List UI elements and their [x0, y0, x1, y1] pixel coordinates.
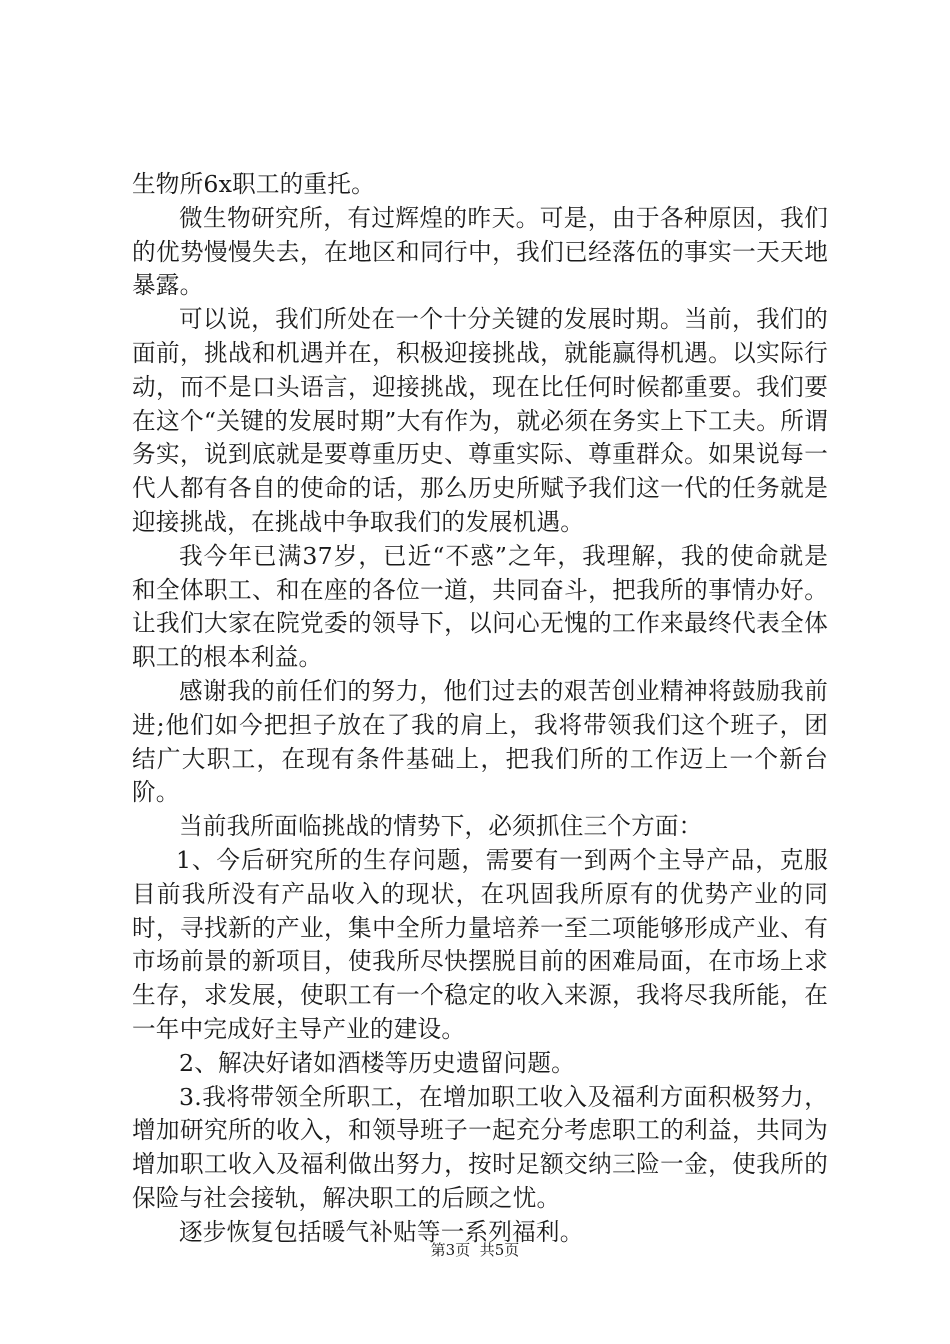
- page-number: 第3页: [430, 1241, 471, 1259]
- paragraph-9: 3.我将带领全所职工，在增加职工收入及福利方面积极努力，增加研究所的收入，和领导班子一起充分考虑职工的利益，共同为增加职工收入及福利做出努力，按时足额交纳三险一金，使我所的保险与社会接轨，解决职工的后顾之忧。: [132, 1082, 828, 1212]
- paragraph-7: 1、今后研究所的生存问题，需要有一到两个主导产品，克服目前我所没有产品收入的现状，在巩固我所原有的优势产业的同时，寻找新的产业，集中全所力量培养一至二项能够形成产业、有市场前景的新项目，使我所尽快摆脱目前的困难局面，在市场上求生存，求发展，使职工有一个稳定的收入来源，我将尽我所能，在一年中完成好主导产业的建设。: [132, 845, 828, 1043]
- paragraph-10: 逐步恢复包括暖气补贴等一系列福利。: [179, 1217, 584, 1246]
- page-footer: [0, 1240, 950, 1260]
- paragraph-5: 感谢我的前任们的努力，他们过去的艰苦创业精神将鼓励我前进;他们如今把担子放在了我的肩上，我将带领我们这个班子，团结广大职工，在现有条件基础上，把我们所的工作迈上一个新台阶。: [132, 676, 828, 807]
- page-total: 共5页: [479, 1241, 520, 1259]
- paragraph-4: 我今年已满37岁，已近“不惑”之年，我理解，我的使命就是和全体职工、和在座的各位一道，共同奋斗，把我所的事情办好。让我们大家在院党委的领导下，以问心无愧的工作来最终代表全体职工的根本利益。: [132, 541, 828, 672]
- paragraph-6: 当前我所面临挑战的情势下，必须抓住三个方面：: [179, 812, 703, 841]
- paragraph-3: 可以说，我们所处在一个十分关键的发展时期。当前，我们的面前，挑战和机遇并在，积极迎接挑战，就能赢得机遇。以实际行动，而不是口头语言，迎接挑战，现在比任何时候都重要。我们要在这个“关键的发展时期”大有作为，就必须在务实上下工夫。所谓务实，说到底就是要尊重历史、尊重实际、尊重群众。如果说每一代人都有各自的使命的话，那么历史所赋予我们这一代的任务就是迎接挑战，在挑战中争取我们的发展机遇。: [132, 305, 828, 536]
- document-body: [132, 168, 828, 1250]
- paragraph-8: 2、解决好诸如酒楼等历史遗留问题。: [179, 1048, 575, 1077]
- paragraph-1: 生物所6x职工的重托。: [132, 170, 375, 198]
- paragraph-2: 微生物研究所，有过辉煌的昨天。可是，由于各种原因，我们的优势慢慢失去，在地区和同行中，我们已经落伍的事实一天天地暴露。: [132, 203, 828, 300]
